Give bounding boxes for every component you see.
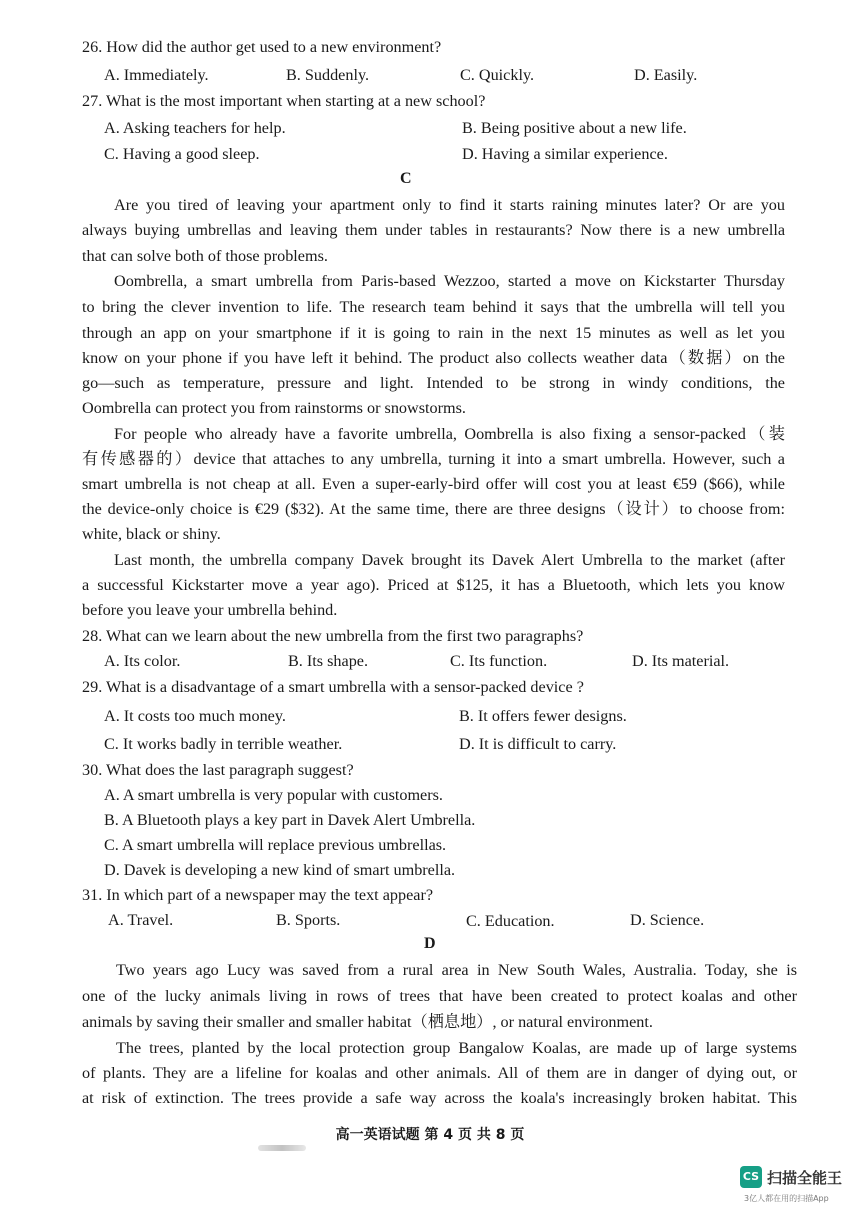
q28-option-b: B. Its shape.	[288, 652, 369, 670]
passage-d-line: one of the lucky animals living in rows of trees that have been created to protect koalas and other	[82, 987, 797, 1005]
q27-option-b: B. Being positive about a new life.	[462, 119, 687, 137]
watermark-name: 扫描全能王	[767, 1169, 843, 1187]
q29-option-d: D. It is difficult to carry.	[459, 735, 617, 753]
page-footer: 高一英语试题 第 4 页 共 8 页	[335, 1127, 525, 1143]
passage-c-line: For people who already have a favorite umbrella, Oombrella is also fixing a sensor-packed（装	[114, 425, 785, 443]
passage-c-line: white, black or shiny.	[82, 525, 221, 543]
q26-option-a: A. Immediately.	[104, 66, 209, 84]
q31-option-a: A. Travel.	[108, 911, 174, 929]
passage-c-line: Last month, the umbrella company Davek brought its Davek Alert Umbrella to the market (after	[114, 551, 785, 569]
q29-option-a: A. It costs too much money.	[104, 707, 286, 725]
scan-smudge	[258, 1145, 306, 1151]
passage-c-line: always buying umbrellas and leaving them under tables in restaurants? Now there is a new umbrella	[82, 221, 785, 239]
passage-c-line: Oombrella can protect you from rainstorms or snowstorms.	[82, 399, 466, 417]
passage-c-line: know on your phone if you have left it behind. The product also collects weather data（数据）on the	[82, 349, 785, 367]
watermark-tagline: 3亿人都在用的扫描App	[744, 1194, 829, 1203]
passage-d-line: Two years ago Lucy was saved from a rural area in New South Wales, Australia. Today, she is	[116, 961, 797, 979]
passage-c-line: to bring the clever invention to life. The research team behind it says that the umbrella will tell you	[82, 298, 785, 316]
passage-c-line: Oombrella, a smart umbrella from Paris-based Wezzoo, started a move on Kickstarter Thursday	[114, 272, 785, 290]
q30-option-a: A. A smart umbrella is very popular with customers.	[104, 786, 443, 804]
q28-option-c: C. Its function.	[450, 652, 548, 670]
q30-option-b: B. A Bluetooth plays a key part in Davek Alert Umbrella.	[104, 811, 476, 829]
question-30: 30. What does the last paragraph suggest?	[82, 761, 354, 779]
q28-option-a: A. Its color.	[104, 652, 181, 670]
q26-option-d: D. Easily.	[634, 66, 698, 84]
q30-option-d: D. Davek is developing a new kind of smart umbrella.	[104, 861, 456, 879]
passage-c-line: that can solve both of those problems.	[82, 247, 328, 265]
passage-c-line: before you leave your umbrella behind.	[82, 601, 338, 619]
question-28: 28. What can we learn about the new umbrella from the first two paragraphs?	[82, 627, 584, 645]
passage-d-line: of plants. They are a lifeline for koalas and other animals. All of them are in danger of dying out, or	[82, 1064, 797, 1082]
q31-option-b: B. Sports.	[276, 911, 341, 929]
camscanner-logo-icon: CS	[740, 1166, 762, 1188]
q29-option-c: C. It works badly in terrible weather.	[104, 735, 343, 753]
passage-c-line: 有传感器的）device that attaches to any umbrella, turning it into a smart umbrella. However, such a	[82, 450, 785, 468]
q26-option-b: B. Suddenly.	[286, 66, 370, 84]
passage-c-line: a successful Kickstarter move a year ago). Priced at $125, it has a Bluetooth, which lets you know	[82, 576, 785, 594]
scanner-watermark	[740, 1166, 855, 1206]
q28-option-d: D. Its material.	[632, 652, 730, 670]
passage-d-line: at risk of extinction. The trees provide a safe way across the koala's increasingly broken habitat. This	[82, 1089, 797, 1107]
passage-c-line: smart umbrella is not cheap at all. Even a super-early-bird offer will cost you at least €59 ($66), while	[82, 475, 785, 493]
question-26: 26. How did the author get used to a new environment?	[82, 38, 442, 56]
passage-c-line: Are you tired of leaving your apartment only to find it starts raining minutes later? Or are you	[114, 196, 785, 214]
q31-option-d: D. Science.	[630, 911, 705, 929]
question-27: 27. What is the most important when starting at a new school?	[82, 92, 486, 110]
q29-option-b: B. It offers fewer designs.	[459, 707, 627, 725]
passage-c-line: through an app on your smartphone if it is going to rain in the next 15 minutes as well as let you	[82, 324, 785, 342]
question-29: 29. What is a disadvantage of a smart umbrella with a sensor-packed device ?	[82, 678, 584, 696]
passage-d-line: The trees, planted by the local protection group Bangalow Koalas, are made up of large systems	[116, 1039, 797, 1057]
passage-c-line: the device-only choice is €29 ($32). At the same time, there are three designs（设计）to choose from:	[82, 500, 785, 518]
question-31: 31. In which part of a newspaper may the text appear?	[82, 886, 434, 904]
q26-option-c: C. Quickly.	[460, 66, 535, 84]
passage-d-line: animals by saving their smaller and smaller habitat（栖息地）, or natural environment.	[82, 1013, 653, 1031]
section-c-heading: C	[400, 170, 412, 187]
passage-c-line: go—such as temperature, pressure and light. Intended to be strong in windy conditions, the	[82, 374, 785, 392]
q31-option-c: C. Education.	[466, 912, 555, 930]
section-d-heading: D	[424, 935, 436, 952]
q27-option-d: D. Having a similar experience.	[462, 145, 668, 163]
q27-option-a: A. Asking teachers for help.	[104, 119, 286, 137]
q27-option-c: C. Having a good sleep.	[104, 145, 260, 163]
q30-option-c: C. A smart umbrella will replace previous umbrellas.	[104, 836, 447, 854]
